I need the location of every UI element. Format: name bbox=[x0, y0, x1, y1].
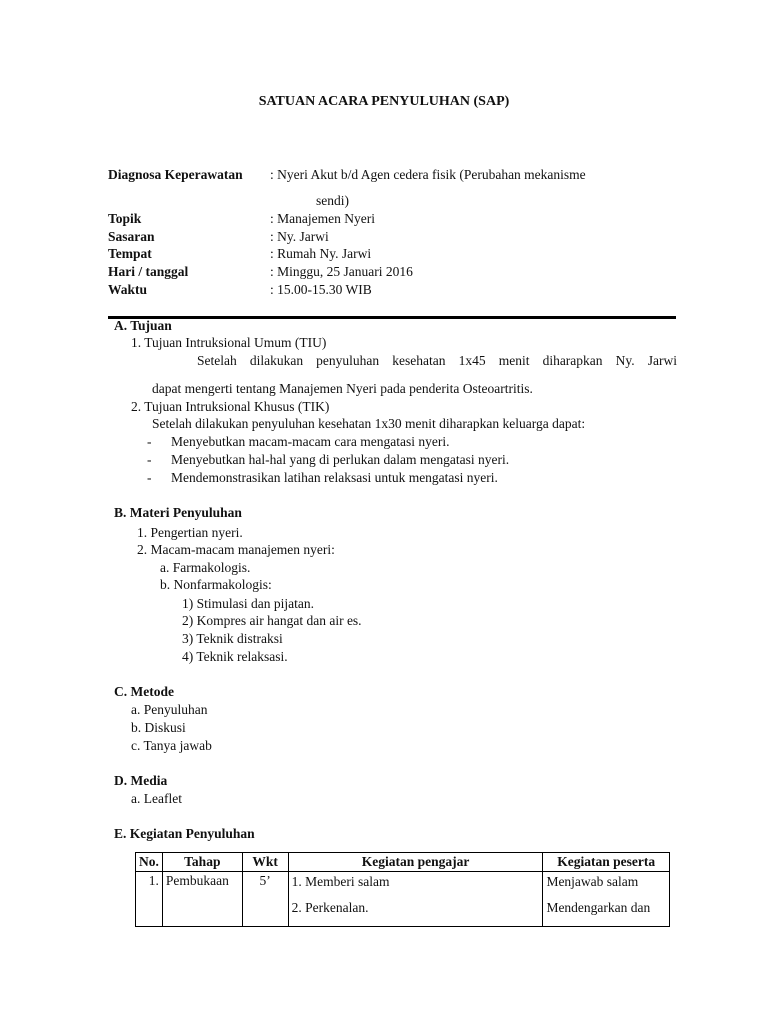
materi-item: 2. Macam-macam manajemen nyeri: bbox=[137, 542, 335, 557]
topik-value: : Manajemen Nyeri bbox=[270, 211, 375, 226]
section-a-heading: A. Tujuan bbox=[114, 318, 172, 333]
document-title: SATUAN ACARA PENYULUHAN (SAP) bbox=[258, 94, 510, 109]
tik-item: 2. Tujuan Intruksional Khusus (TIK) bbox=[131, 399, 330, 414]
peserta-line: Menjawab salam bbox=[546, 874, 639, 889]
diagnosa-label: Diagnosa Keperawatan bbox=[108, 167, 243, 182]
tempat-label: Tempat bbox=[108, 246, 152, 261]
kegiatan-table bbox=[135, 852, 670, 927]
table-header-cell: Kegiatan peserta bbox=[543, 853, 670, 872]
table-header-cell: No. bbox=[136, 853, 163, 872]
waktu-value: : 15.00-15.30 WIB bbox=[270, 282, 372, 297]
nonfarma-item: 3) Teknik distraksi bbox=[182, 631, 283, 646]
tiu-paragraph-line2: dapat mengerti tentang Manajemen Nyeri pada penderita Osteoartritis. bbox=[152, 381, 533, 396]
horizontal-rule bbox=[108, 316, 676, 319]
table-cell-peserta bbox=[543, 872, 670, 927]
table-header-cell: Tahap bbox=[162, 853, 242, 872]
table-cell-pengajar bbox=[288, 872, 543, 927]
tempat-value: : Rumah Ny. Jarwi bbox=[270, 246, 372, 261]
hari-label: Hari / tanggal bbox=[108, 264, 189, 279]
media-item: a. Leaflet bbox=[131, 791, 182, 806]
tiu-paragraph-line1: Setelah dilakukan penyuluhan kesehatan 1x45 menit diharapkan Ny. Jarwi bbox=[197, 353, 677, 368]
nonfarma-item: 2) Kompres air hangat dan air es. bbox=[182, 613, 362, 628]
table-header-cell: Wkt bbox=[242, 853, 288, 872]
table-cell-no: 1. bbox=[136, 872, 163, 927]
tik-bullet: Menyebutkan macam-macam cara mengatasi nyeri. bbox=[171, 434, 450, 449]
table-header-cell: Kegiatan pengajar bbox=[288, 853, 543, 872]
table-cell-tahap: Pembukaan bbox=[162, 872, 242, 927]
bullet-dash: - bbox=[147, 452, 152, 467]
metode-item: b. Diskusi bbox=[131, 720, 186, 735]
metode-item: c. Tanya jawab bbox=[131, 738, 212, 753]
hari-value: : Minggu, 25 Januari 2016 bbox=[270, 264, 413, 279]
nonfarma-item: 1) Stimulasi dan pijatan. bbox=[182, 596, 314, 611]
tik-bullet: Menyebutkan hal-hal yang di perlukan dalam mengatasi nyeri. bbox=[171, 452, 510, 467]
table-row bbox=[136, 872, 670, 927]
materi-subitem: b. Nonfarmakologis: bbox=[160, 577, 272, 592]
sasaran-value: : Ny. Jarwi bbox=[270, 229, 329, 244]
section-b-heading: B. Materi Penyuluhan bbox=[114, 505, 242, 520]
section-e-heading: E. Kegiatan Penyuluhan bbox=[114, 826, 255, 841]
section-c-heading: C. Metode bbox=[114, 684, 174, 699]
waktu-label: Waktu bbox=[108, 282, 148, 297]
tik-bullet: Mendemonstrasikan latihan relaksasi untuk mengatasi nyeri. bbox=[171, 470, 498, 485]
diagnosa-value: : Nyeri Akut b/d Agen cedera fisik (Perubahan mekanisme bbox=[270, 167, 586, 182]
bullet-dash: - bbox=[147, 470, 152, 485]
table-cell-wkt: 5’ bbox=[242, 872, 288, 927]
tik-paragraph: Setelah dilakukan penyuluhan kesehatan 1x30 menit diharapkan keluarga dapat: bbox=[152, 416, 586, 431]
metode-item: a. Penyuluhan bbox=[131, 702, 208, 717]
materi-item: 1. Pengertian nyeri. bbox=[137, 525, 243, 540]
diagnosa-value-cont: sendi) bbox=[316, 193, 349, 208]
table-header-row bbox=[136, 853, 670, 872]
topik-label: Topik bbox=[108, 211, 142, 226]
pengajar-line: 1. Memberi salam bbox=[291, 874, 390, 889]
sasaran-label: Sasaran bbox=[108, 229, 155, 244]
peserta-line: Mendengarkan dan bbox=[546, 900, 651, 915]
section-d-heading: D. Media bbox=[114, 773, 168, 788]
pengajar-line: 2. Perkenalan. bbox=[291, 900, 369, 915]
bullet-dash: - bbox=[147, 434, 152, 449]
materi-subitem: a. Farmakologis. bbox=[160, 560, 251, 575]
nonfarma-item: 4) Teknik relaksasi. bbox=[182, 649, 288, 664]
tiu-item: 1. Tujuan Intruksional Umum (TIU) bbox=[131, 335, 327, 350]
